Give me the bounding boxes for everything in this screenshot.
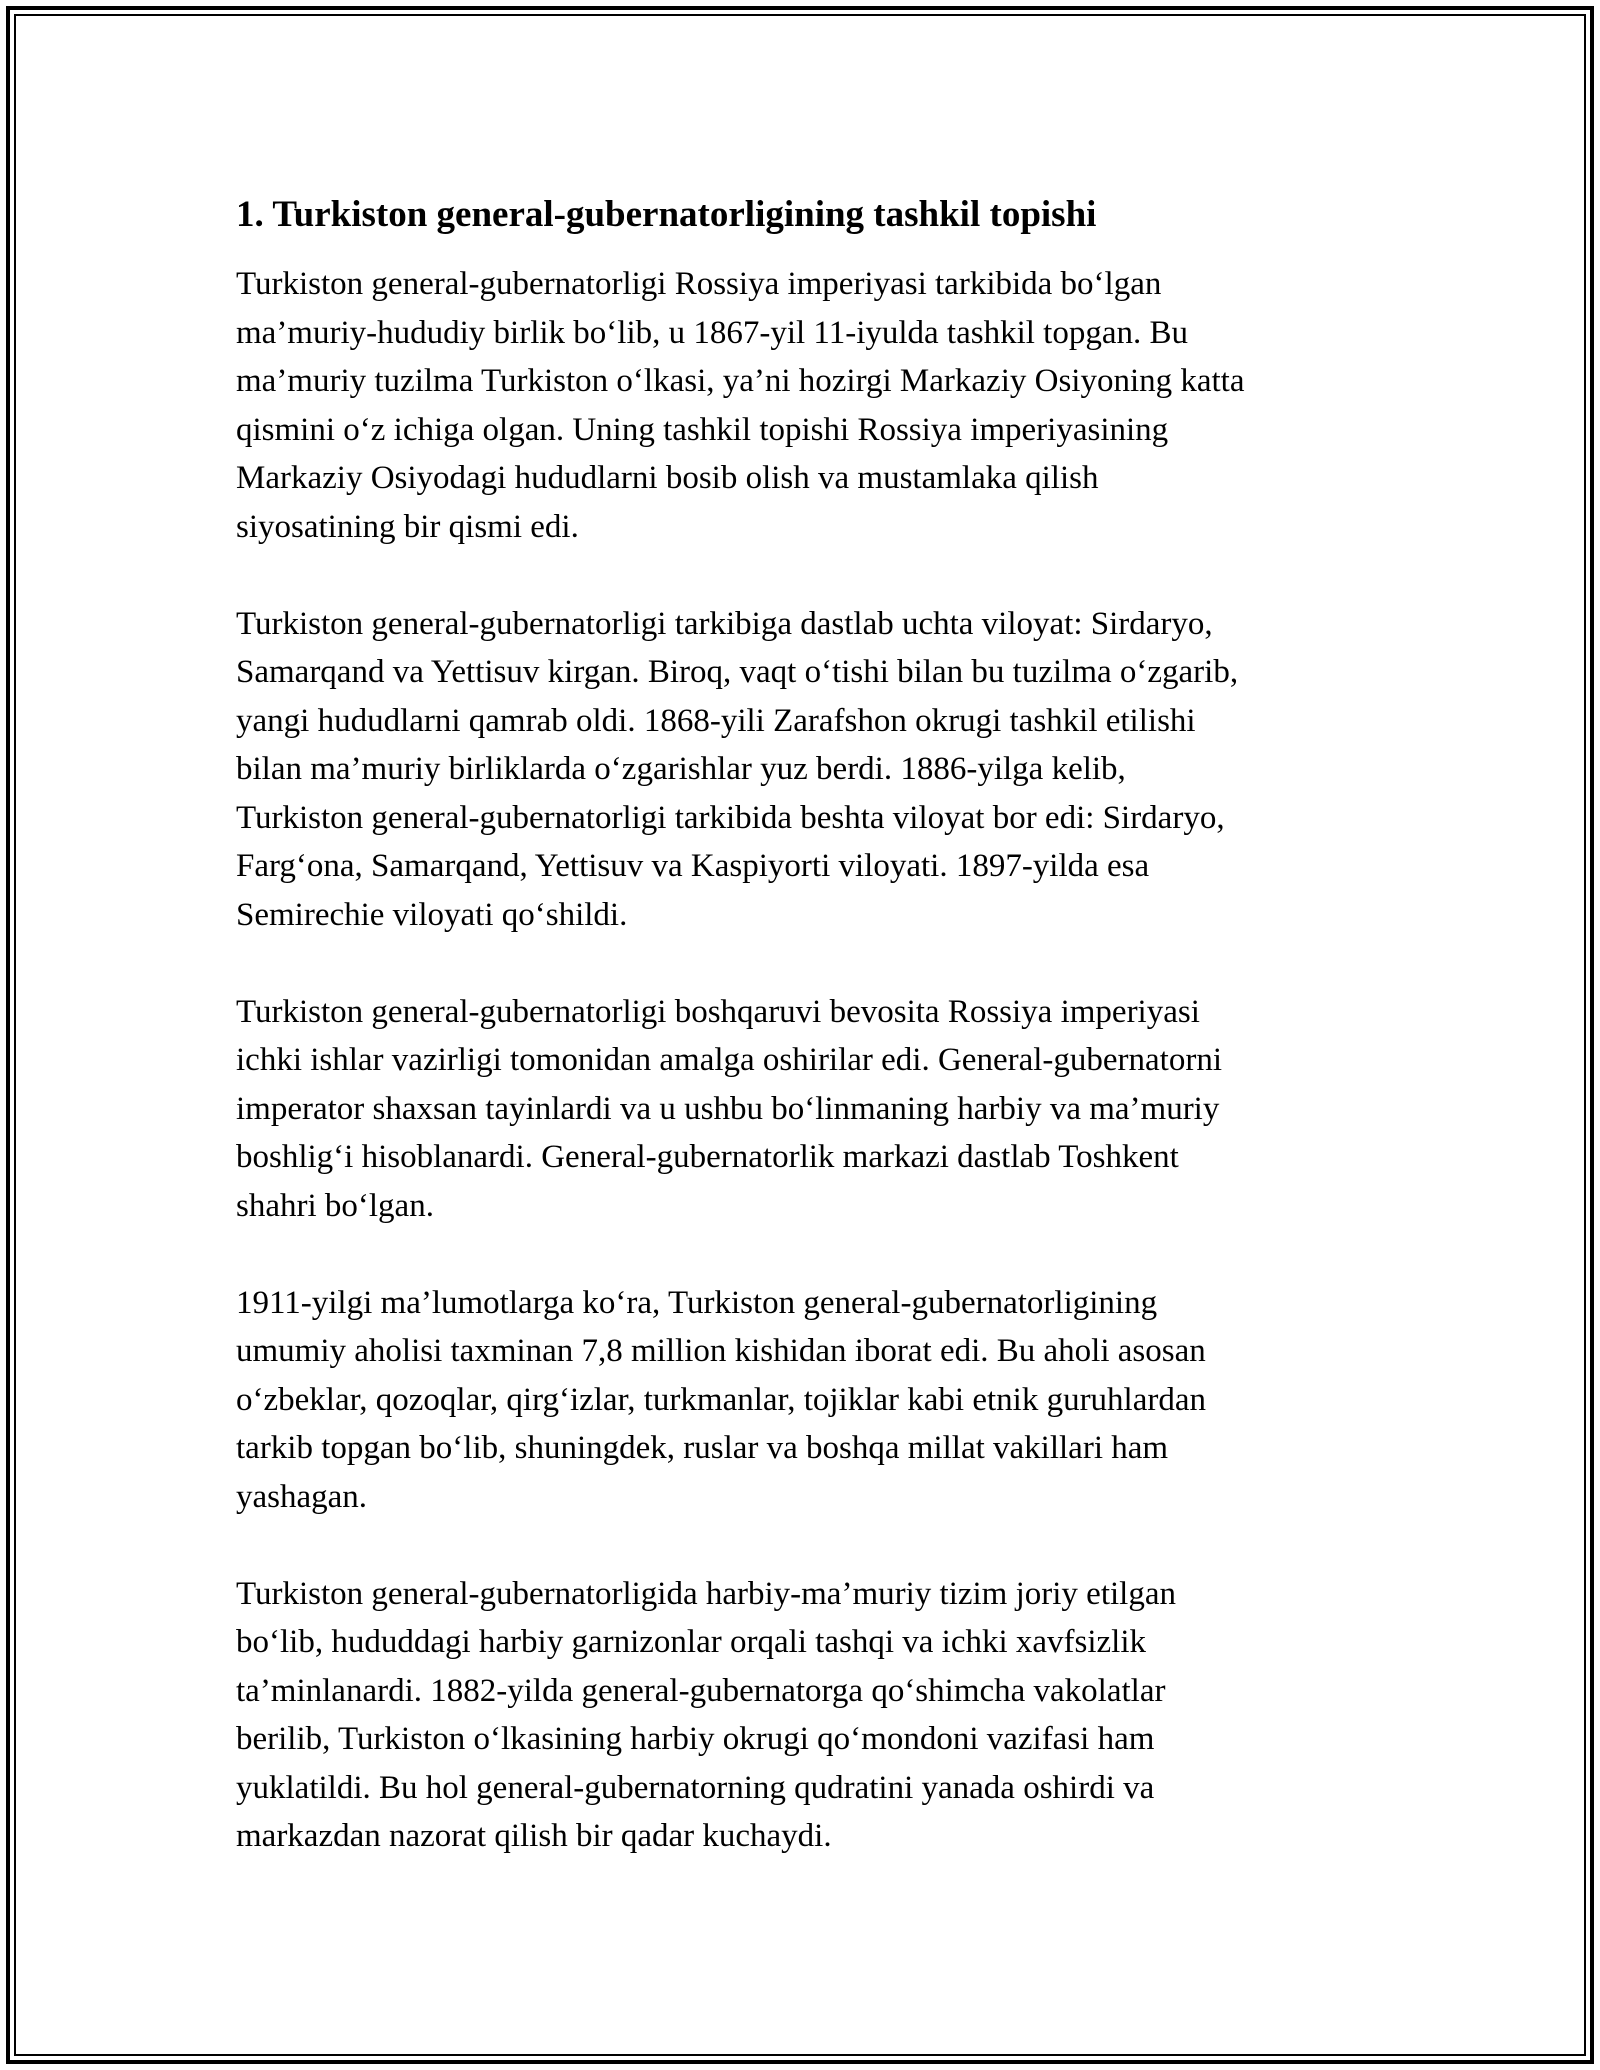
text-line: ma’muriy tuzilma Turkiston o‘lkasi, ya’ni hozirgi Markaziy Osiyoning katta bbox=[236, 363, 1245, 399]
text-line: Turkiston general-gubernatorligi boshqaruvi bevosita Rossiya imperiyasi bbox=[236, 993, 1200, 1030]
text-line: yangi hududlarni qamrab oldi. 1868-yili Zarafshon okrugi tashkil etilishi bbox=[236, 702, 1196, 739]
text-line: Farg‘ona, Samarqand, Yettisuv va Kaspiyorti viloyati. 1897-yilda esa bbox=[236, 848, 1150, 884]
text-line: 1911-yilgi ma’lumotlarga ko‘ra, Turkiston general-gubernatorligining bbox=[236, 1284, 1158, 1321]
document-body bbox=[236, 190, 1376, 1909]
text-line: Semirechie viloyati qo‘shildi. bbox=[236, 896, 628, 933]
text-line: Samarqand va Yettisuv kirgan. Biroq, vaqt o‘tishi bilan bu tuzilma o‘zgarib, bbox=[236, 654, 1239, 690]
paragraph-1 bbox=[236, 260, 1376, 551]
paragraph-2 bbox=[236, 600, 1376, 940]
text-line: qismini o‘z ichiga olgan. Uning tashkil topishi Rossiya imperiyasining bbox=[236, 411, 1169, 448]
text-line: Turkiston general-gubernatorligi tarkibiga dastlab uchta viloyat: Sirdaryo, bbox=[236, 605, 1213, 642]
text-line: bo‘lib, hududdagi harbiy garnizonlar orqali tashqi va ichki xavfsizlik bbox=[236, 1624, 1147, 1660]
text-line: imperator shaxsan tayinlardi va u ushbu bo‘linmaning harbiy va ma’muriy bbox=[236, 1090, 1220, 1127]
text-line: Turkiston general-gubernatorligida harbiy-ma’muriy tizim joriy etilgan bbox=[236, 1575, 1176, 1612]
text-line: yashagan. bbox=[236, 1478, 368, 1515]
text-line: siyosatining bir qismi edi. bbox=[236, 508, 579, 545]
text-line: berilib, Turkiston o‘lkasining harbiy okrugi qo‘mondoni vazifasi ham bbox=[236, 1721, 1155, 1757]
section-heading: 1. Turkiston general-gubernatorligining tashkil topishi bbox=[236, 194, 1097, 235]
text-line: markazdan nazorat qilish bir qadar kuchaydi. bbox=[236, 1818, 832, 1854]
paragraph-3 bbox=[236, 988, 1376, 1231]
text-line: tarkib topgan bo‘lib, shuningdek, ruslar va boshqa millat vakillari ham bbox=[236, 1430, 1169, 1466]
text-line: Markaziy Osiyodagi hududlarni bosib olish va mustamlaka qilish bbox=[236, 460, 1099, 496]
text-line: bilan ma’muriy birliklarda o‘zgarishlar yuz berdi. 1886-yilga kelib, bbox=[236, 751, 1126, 787]
paragraph-5 bbox=[236, 1570, 1376, 1861]
text-line: o‘zbeklar, qozoqlar, qirg‘izlar, turkmanlar, tojiklar kabi etnik guruhlardan bbox=[236, 1381, 1207, 1418]
text-line: shahri bo‘lgan. bbox=[236, 1187, 434, 1224]
text-line: Turkiston general-gubernatorligi tarkibida beshta viloyat bor edi: Sirdaryo, bbox=[236, 799, 1225, 836]
text-line: ichki ishlar vazirligi tomonidan amalga oshirilar edi. General-gubernatorni bbox=[236, 1042, 1223, 1078]
text-line: ma’muriy-hududiy birlik bo‘lib, u 1867-yil 11-iyulda tashkil topgan. Bu bbox=[236, 314, 1189, 351]
text-line: boshlig‘i hisoblanardi. General-gubernatorlik markazi dastlab Toshkent bbox=[236, 1139, 1179, 1175]
text-line: umumiy aholisi taxminan 7,8 million kishidan iborat edi. Bu aholi asosan bbox=[236, 1333, 1206, 1369]
text-line: yuklatildi. Bu hol general-gubernatorning qudratini yanada oshirdi va bbox=[236, 1769, 1155, 1806]
text-line: ta’minlanardi. 1882-yilda general-gubernatorga qo‘shimcha vakolatlar bbox=[236, 1672, 1166, 1709]
paragraph-4 bbox=[236, 1279, 1376, 1522]
text-line: Turkiston general-gubernatorligi Rossiya imperiyasi tarkibida bo‘lgan bbox=[236, 266, 1162, 302]
